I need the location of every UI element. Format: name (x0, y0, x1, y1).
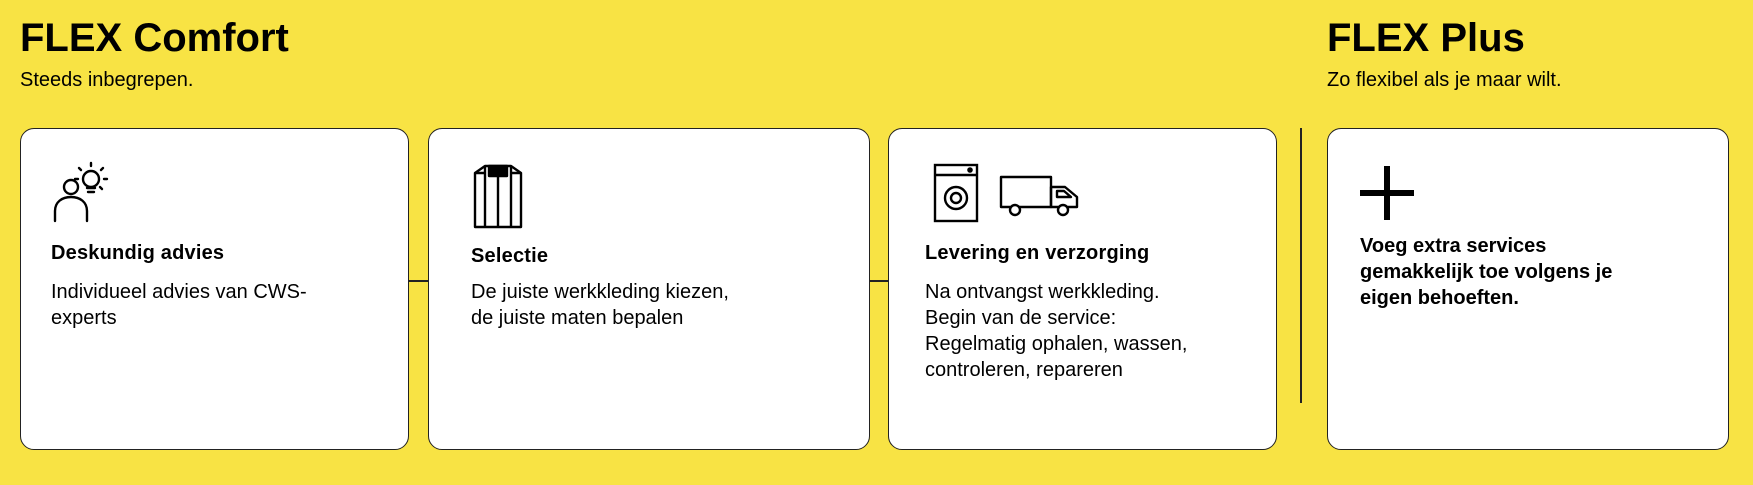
card-flex-plus (1327, 128, 1729, 450)
flex-plus-subtitle: Zo flexibel als je maar wilt. (1327, 69, 1562, 91)
flex-plus-description: Voeg extra services gemakkelijk toe volgens je eigen behoeften. (1360, 235, 1613, 309)
card-deskundig-advies (20, 128, 409, 450)
card-title: Selectie (471, 245, 549, 267)
card-description: Individueel advies van CWS- experts (51, 281, 307, 329)
card-description: De juiste werkkleding kiezen, de juiste maten bepalen (471, 281, 729, 329)
washing-machine-icon (933, 163, 979, 228)
flex-comfort-title: FLEX Comfort (20, 16, 289, 60)
delivery-truck-icon (999, 173, 1081, 222)
workwear-jacket-icon (471, 163, 525, 236)
card-connector (408, 280, 429, 282)
card-title: Deskundig advies (51, 242, 225, 264)
card-levering-verzorging (888, 128, 1277, 450)
card-selectie (428, 128, 870, 450)
plus-icon (1360, 166, 1414, 225)
card-description: Na ontvangst werkkleding. Begin van de service: Regelmatig ophalen, wassen, controleren, repareren (925, 281, 1188, 381)
section-divider (1300, 128, 1302, 403)
flex-plus-title: FLEX Plus (1327, 16, 1525, 60)
advisor-lightbulb-icon (51, 161, 115, 230)
flex-comfort-subtitle: Steeds inbegrepen. (20, 69, 194, 91)
card-title: Levering en verzorging (925, 242, 1150, 264)
card-connector (869, 280, 890, 282)
